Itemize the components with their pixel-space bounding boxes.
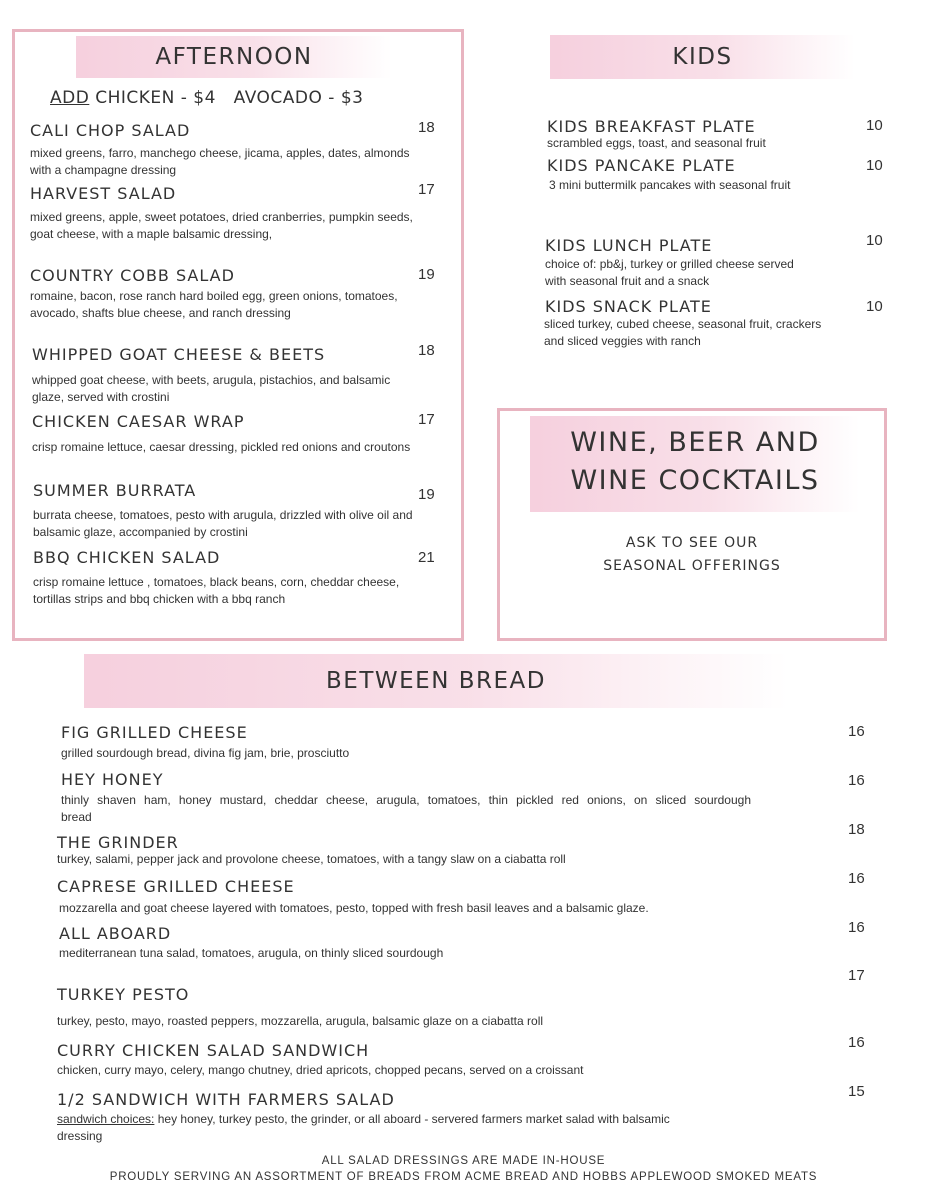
menu-item-title: FIG GRILLED CHEESE	[61, 723, 248, 742]
menu-item-price: 10	[866, 298, 883, 315]
menu-item-title: TURKEY PESTO	[57, 985, 190, 1004]
menu-item-price: 16	[848, 723, 865, 740]
sandwich-choices-text: hey honey, turkey pesto, the grinder, or all aboard - servered farmers market salad with balsamic dressing	[57, 1112, 670, 1143]
footer-breads-note: PROUDLY SERVING AN ASSORTMENT OF BREADS FROM ACME BREAD AND HOBBS APPLEWOOD SMOKED MEATS	[109, 1171, 818, 1183]
kids-heading: KIDS	[550, 35, 855, 79]
menu-item-description: burrata cheese, tomatoes, pesto with arugula, drizzled with olive oil and balsamic glaze, accompanied by crostini	[33, 508, 413, 539]
addon-chicken: CHICKEN - $4	[89, 88, 216, 108]
menu-item-title: KIDS PANCAKE PLATE	[547, 156, 736, 175]
menu-item-title: ALL ABOARD	[59, 924, 172, 943]
menu-item-title: SUMMER BURRATA	[33, 481, 197, 500]
menu-item-description: scrambled eggs, toast, and seasonal fruit	[547, 136, 766, 150]
menu-item-price: 16	[848, 919, 865, 936]
menu-item-description: mixed greens, farro, manchego cheese, jicama, apples, dates, almonds with a champagne dressing	[30, 146, 410, 177]
afternoon-heading: AFTERNOON	[76, 36, 392, 78]
menu-item-price: 16	[848, 1034, 865, 1051]
menu-item-description: whipped goat cheese, with beets, arugula, pistachios, and balsamic glaze, served with crostini	[32, 373, 391, 404]
menu-item-price: 16	[848, 870, 865, 887]
wine-note-line1: ASK TO SEE OUR	[625, 535, 759, 551]
menu-item-title: 1/2 SANDWICH WITH FARMERS SALAD	[57, 1090, 395, 1109]
wine-heading-line2: WINE COCKTAILS	[570, 465, 820, 496]
menu-item-description: mixed greens, apple, sweet potatoes, dried cranberries, pumpkin seeds, goat cheese, with a maple balsamic dressing,	[30, 210, 413, 241]
menu-item-title: KIDS SNACK PLATE	[545, 297, 712, 316]
menu-item-description: choice of: pb&j, turkey or grilled cheese served with seasonal fruit and a snack	[545, 257, 794, 288]
addon-avocado: AVOCADO - $3	[233, 88, 364, 108]
menu-item-title: HARVEST SALAD	[30, 184, 177, 203]
menu-item-title: CURRY CHICKEN SALAD SANDWICH	[57, 1041, 370, 1060]
menu-item-price: 18	[418, 119, 435, 136]
menu-item-description: crisp romaine lettuce, caesar dressing, pickled red onions and croutons	[32, 440, 411, 454]
menu-item-description: romaine, bacon, rose ranch hard boiled egg, green onions, tomatoes, avocado, shafts blue cheese, and ranch dressing	[30, 289, 398, 320]
menu-item-title: KIDS LUNCH PLATE	[545, 236, 713, 255]
menu-item-title: THE GRINDER	[57, 833, 179, 852]
menu-item-title: CAPRESE GRILLED CHEESE	[57, 877, 295, 896]
menu-item-price: 17	[418, 181, 435, 198]
menu-item-description: turkey, pesto, mayo, roasted peppers, mozzarella, arugula, balsamic glaze on a ciabatta roll	[57, 1014, 544, 1028]
menu-item-price: 21	[418, 549, 435, 566]
menu-item-price: 10	[866, 157, 883, 174]
menu-item-price: 18	[848, 821, 865, 838]
menu-item-description: mozzarella and goat cheese layered with tomatoes, pesto, topped with fresh basil leaves and a balsamic glaze.	[59, 901, 649, 915]
wine-note-line2: SEASONAL OFFERINGS	[603, 558, 781, 574]
menu-item-title: CALI CHOP SALAD	[30, 121, 191, 140]
wine-heading-line1: WINE, BEER AND	[570, 427, 820, 458]
menu-item-title: KIDS BREAKFAST PLATE	[547, 117, 756, 136]
menu-item-description: turkey, salami, pepper jack and provolone cheese, tomatoes, with a tangy slaw on a ciabatta roll	[57, 852, 566, 866]
menu-item-description: crisp romaine lettuce , tomatoes, black beans, corn, cheddar cheese, tortillas strips and bbq chicken with a bbq ranch	[33, 575, 400, 606]
addon-add-label: ADD	[50, 88, 90, 108]
menu-item-title: BBQ CHICKEN SALAD	[33, 548, 221, 567]
footer-dressings-note: ALL SALAD DRESSINGS ARE MADE IN-HOUSE	[321, 1155, 606, 1167]
menu-item-price: 17	[848, 967, 865, 984]
menu-item-price: 15	[848, 1083, 865, 1100]
menu-item-title: CHICKEN CAESAR WRAP	[32, 412, 245, 431]
menu-item-title: COUNTRY COBB SALAD	[30, 266, 235, 285]
menu-item-title: WHIPPED GOAT CHEESE & BEETS	[32, 345, 326, 364]
menu-item-description: mediterranean tuna salad, tomatoes, arugula, on thinly sliced sourdough	[59, 946, 444, 960]
menu-item-title: HEY HONEY	[61, 770, 164, 789]
menu-item-price: 19	[418, 266, 435, 283]
menu-item-price: 17	[418, 411, 435, 428]
menu-item-price: 18	[418, 342, 435, 359]
bread-heading: BETWEEN BREAD	[84, 654, 788, 708]
menu-item-description	[57, 1111, 687, 1145]
sandwich-choices-label: sandwich choices:	[57, 1112, 155, 1126]
menu-item-price: 10	[866, 232, 883, 249]
wine-heading	[530, 416, 860, 512]
menu-item-description: grilled sourdough bread, divina fig jam, brie, prosciutto	[61, 746, 350, 760]
afternoon-addons	[50, 88, 363, 108]
menu-item-price: 19	[418, 486, 435, 503]
menu-item-description: thinly shaven ham, honey mustard, cheddar cheese, arugula, tomatoes, thin pickled red onions, on sliced sourdough bread	[61, 793, 751, 824]
menu-item-price: 10	[866, 117, 883, 134]
menu-item-price: 16	[848, 772, 865, 789]
menu-item-description: sliced turkey, cubed cheese, seasonal fruit, crackers and sliced veggies with ranch	[544, 317, 822, 348]
menu-item-description: 3 mini buttermilk pancakes with seasonal fruit	[549, 178, 791, 192]
menu-item-description: chicken, curry mayo, celery, mango chutney, dried apricots, chopped pecans, served on a croissant	[57, 1063, 584, 1077]
wine-note	[560, 532, 824, 578]
